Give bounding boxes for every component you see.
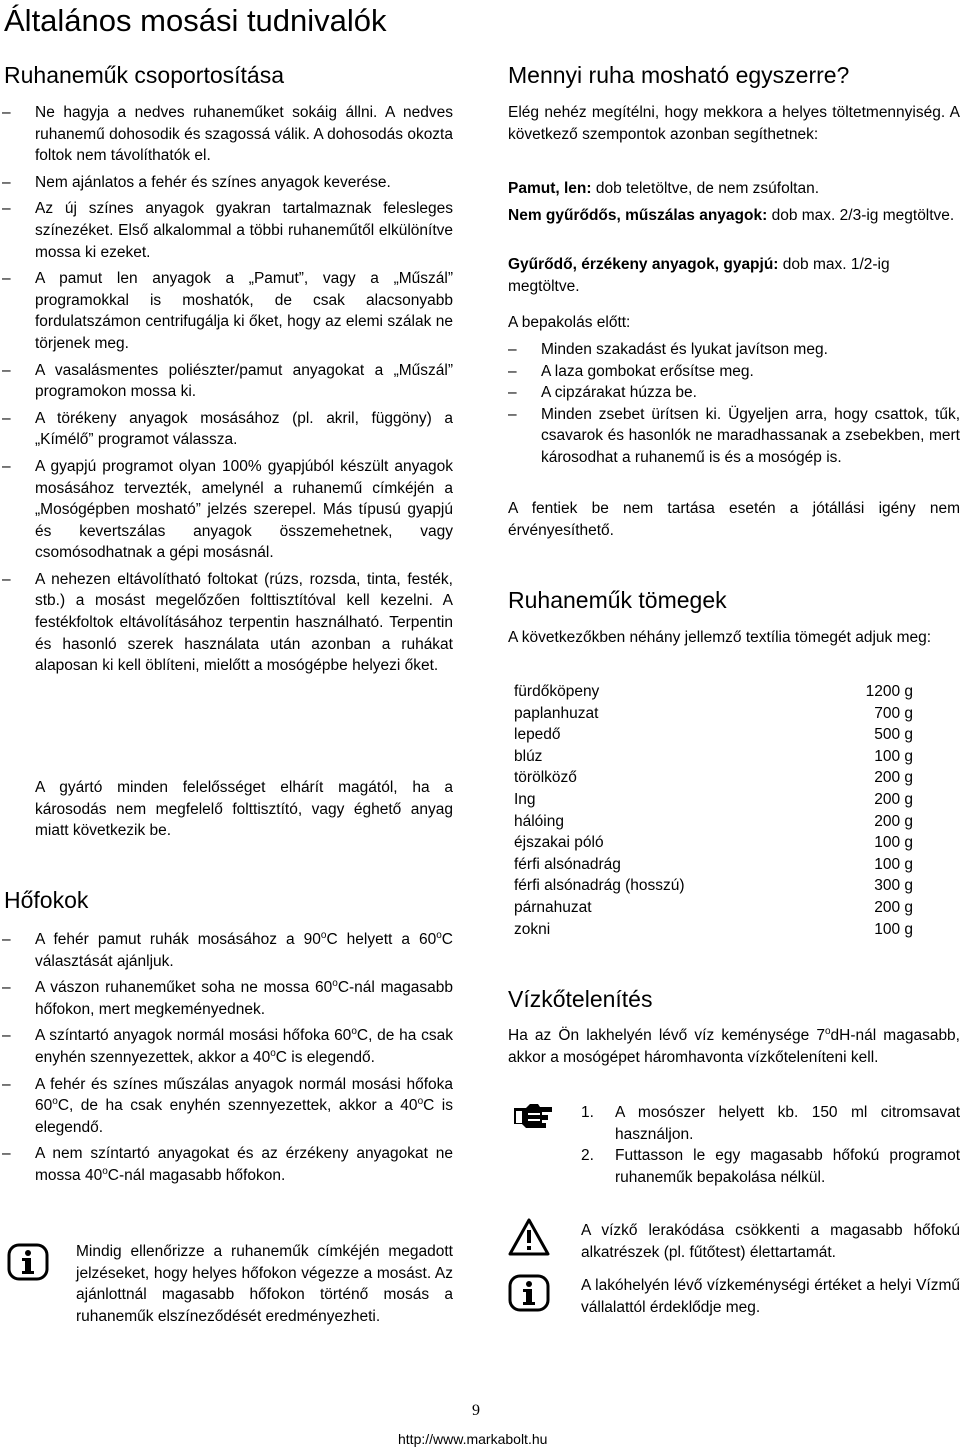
weight-value: 1200 g (865, 683, 913, 700)
table-row (514, 875, 913, 897)
weight-item: Ing (514, 790, 536, 808)
grouping-list (2, 102, 453, 677)
list-item: – A színtartó anyagok normál mosási hőfoka 60$^o$C, de ha csak enyhén szennyezettek, akkor a 40$^o$C is elegendő. (2, 1026, 453, 1066)
table-row (514, 724, 913, 746)
weight-item: fürdőköpeny (514, 683, 600, 700)
list-item: – A fehér pamut ruhák mosásához a 90$^o$C helyett a 60$^o$C választását ajánljuk. (2, 929, 453, 970)
weight-item: paplanhuzat (514, 704, 599, 722)
list-item: – A vászon ruhaneműket soha ne mossa 60$^o$C-nál magasabb hőfokon, mert megkeményednek. (2, 978, 453, 1018)
load-synthetic: Nem gyűrődős, műszálas anyagok: dob max. 2/3-ig megtöltve. (508, 207, 955, 224)
before-loading-label: A bepakolás előtt: (508, 314, 631, 331)
list-item: – A vasalásmentes poliészter/pamut anyagokat a „Műszál” programokon mossa ki. (2, 361, 453, 401)
weight-item: zokni (514, 920, 551, 938)
section-title-weights: Ruhaneműk tömegek (508, 587, 727, 613)
table-row (514, 789, 913, 811)
weight-value: 200 g (874, 812, 913, 830)
load-intro: Elég nehéz megítélni, hogy mekkora a helyes töltetmennyiség. A következő szempontok azonban segíthetnek: (508, 104, 960, 143)
weight-item: lepedő (514, 726, 561, 744)
weight-value: 100 g (874, 834, 913, 852)
weight-value: 200 g (874, 898, 913, 916)
descale-steps (581, 1102, 960, 1188)
info-icon (508, 1274, 550, 1312)
temperature-list (2, 929, 453, 1187)
list-item: 2. Futtasson le egy magasabb hőfokú programot ruhaneműk bepakolása nélkül. (581, 1147, 960, 1186)
pointing-hand-icon (512, 1102, 554, 1130)
descale-intro: Ha az Ön lakhelyén lévő víz keménysége 7$^o$dH-nál magasabb, akkor a mosógépet háromhavonta vízkőteleníteni kell. (508, 1025, 960, 1066)
warning-note: A vízkő lerakódása csökkenti a magasabb hőfokú alkatrészek (pl. fűtőtest) élettartamát. (581, 1222, 960, 1261)
list-item: – A gyapjú programot olyan 100% gyapjúból készült anyagok mosásához tervezték, amelynél a ruhanemű címkéjén a „Mosógépben mosható” jelzés szerepel. Más típusú gyapjú és kevertszálas anyagok összemehetnek, vagy csomósodhatnak a gépi mosásnál. (2, 457, 453, 562)
weight-value: 100 g (874, 747, 913, 765)
manufacturer-note: A gyártó minden felelősséget elhárít magától, ha a károsodás nem megfelelő folttisztító, vagy éghető anyag miatt következik be. (35, 779, 453, 840)
weight-value: 200 g (874, 790, 913, 808)
weight-value: 700 g (874, 704, 913, 722)
section-title-temperatures: Hőfokok (4, 887, 89, 913)
page-number: 9 (472, 1402, 480, 1419)
info-note: Mindig ellenőrizze a ruhaneműk címkéjén megadott jelzéseket, hogy helyes hőfokon végezze a mosást. Az ajánlottnál magasabb hőfokon történő mosás a ruhaneműk elszíneződését eredményezheti. (76, 1243, 453, 1325)
weight-item: párnahuzat (514, 898, 592, 916)
weights-table (514, 681, 913, 940)
section-title-grouping: Ruhaneműk csoportosítása (4, 62, 284, 88)
table-row (514, 767, 913, 789)
list-item: 1. A mosószer helyett kb. 150 ml citromsavat használjon. (581, 1104, 960, 1143)
table-row (514, 681, 913, 703)
list-item: – A cipzárakat húzza be. (508, 384, 697, 402)
weight-value: 500 g (874, 726, 913, 744)
weight-value: 300 g (874, 877, 913, 895)
list-item: – A nehezen eltávolítható foltokat (rúzs, rozsda, tinta, festék, stb.) a mosást megelőzően folttisztítóval kell kezelni. A festékfoltok eltávolításához terpentin használható. Terpentin és hasonló szerek használata után azonban a ruhákat alaposan ki kell öblíteni, mielőtt a mosógépbe helyezi őket. (2, 570, 453, 675)
list-item: – A laza gombokat erősítse meg. (508, 362, 754, 380)
list-item: – A fehér és színes műszálas anyagok normál mosási hőfoka 60$^o$C, de ha csak enyhén szennyezettek, akkor a 40$^o$C is elegendő. (2, 1075, 453, 1136)
list-item: – A pamut len anyagok a „Pamut”, vagy a „Műszál” programokkal is moshatók, de csak alacsonyabb fordulatszámon centrifugálja ki őket, hogy az elemi szálak ne törjenek meg. (2, 270, 453, 352)
table-row (514, 897, 913, 919)
table-row (514, 919, 913, 941)
table-row (514, 746, 913, 768)
table-row (514, 832, 913, 854)
weights-intro: A következőkben néhány jellemző textília tömegét adjuk meg: (508, 629, 932, 646)
footer-url[interactable]: http://www.markabolt.hu (398, 1431, 548, 1447)
load-delicate: Gyűrődő, érzékeny anyagok, gyapjú: dob max. 1/2-ig megtöltve. (508, 256, 890, 295)
warning-icon (508, 1218, 550, 1256)
load-cotton: Pamut, len: dob teletöltve, de nem zsúfoltan. (508, 180, 820, 197)
prep-list (508, 339, 960, 469)
table-row (514, 854, 913, 876)
weight-item: férfi alsónadrág (514, 855, 621, 873)
list-item: – A törékeny anyagok mosásához (pl. akril, függöny) a „Kímélő” programot válassza. (2, 409, 453, 449)
weight-value: 100 g (874, 920, 913, 938)
weight-value: 100 g (874, 855, 913, 873)
weight-item: férfi alsónadrág (hosszú) (514, 877, 685, 895)
warranty-note: A fentiek be nem tartása esetén a jótállási igény nem érvényesíthető. (508, 500, 960, 539)
page-title: Általános mosási tudnivalók (4, 3, 387, 38)
list-item: – Minden zsebet ürítsen ki. Ügyeljen arra, hogy csattok, tűk, csavarok és hasonlók ne maradhassanak a zsebekben, mert károsodhat a ruhanemű is és a mosógép is. (508, 405, 960, 466)
weight-item: éjszakai póló (514, 834, 604, 852)
section-title-load: Mennyi ruha mosható egyszerre? (508, 62, 850, 88)
list-item: – Minden szakadást és lyukat javítson meg. (508, 341, 828, 358)
list-item: – Az új színes anyagok gyakran tartalmaznak felesleges színezéket. Első alkalommal a többi ruhaneműtől elkülönítve mossa ki ezeket. (2, 200, 453, 261)
table-row (514, 811, 913, 833)
list-item: – A nem színtartó anyagokat és az érzékeny anyagokat ne mossa 40$^o$C-nál magasabb hőfokon. (2, 1145, 453, 1184)
info-icon (7, 1243, 49, 1281)
weight-value: 200 g (874, 769, 913, 787)
info-note-water: A lakóhelyén lévő vízkeménységi értéket a helyi Vízmű vállalattól érdeklődje meg. (581, 1277, 960, 1316)
weight-item: hálóing (514, 812, 564, 830)
weight-item: blúz (514, 747, 543, 765)
weight-item: törölköző (514, 769, 577, 787)
list-item: – Nem ajánlatos a fehér és színes anyagok keverése. (2, 173, 391, 191)
list-item: – Ne hagyja a nedves ruhaneműket sokáig állni. A nedves ruhanemű dohosodik és szagossá válik. A dohosodás okozta foltok nem távolíthatók el. (2, 104, 453, 165)
section-title-descaling: Vízkőtelenítés (508, 986, 653, 1012)
table-row (514, 703, 913, 725)
